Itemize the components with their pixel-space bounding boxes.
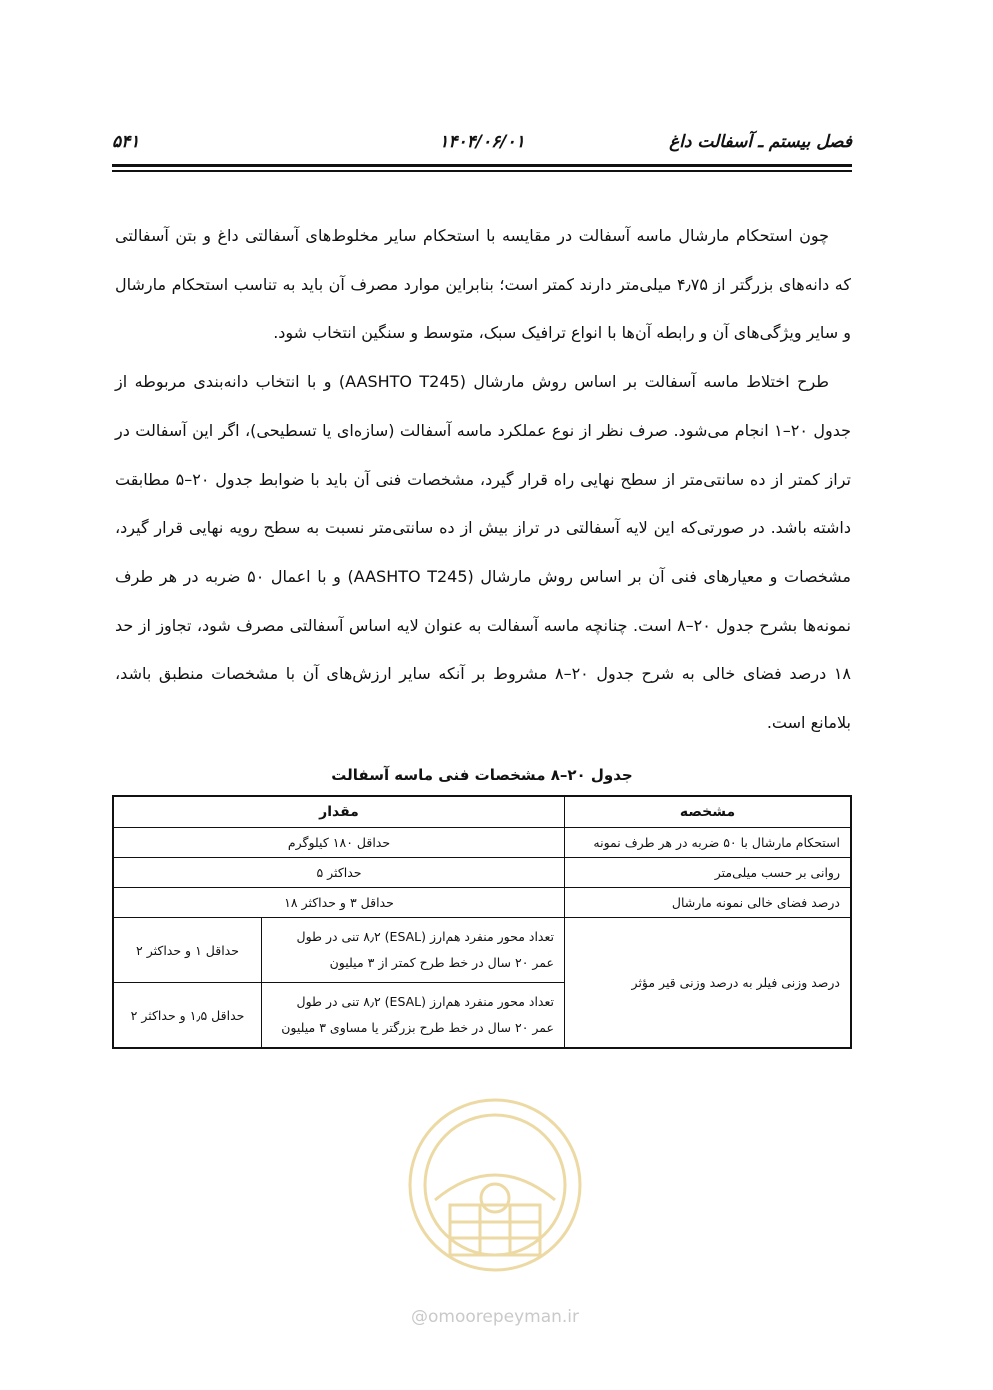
page-header — [112, 128, 852, 158]
gear-logo-icon — [390, 1090, 600, 1280]
cell-property: درصد فضای خالی نمونه مارشال — [565, 888, 852, 918]
cell-value: حداقل ۱ و حداکثر ۲ — [113, 918, 262, 983]
page-number: ۵۴۱ — [112, 132, 140, 152]
table-row — [113, 828, 851, 858]
paragraph: طرح اختلاط ماسه آسفالت بر اساس روش مارشال (AASHTO T245) و با انتخاب دانه‌بندی مربوطه از جدول ۲۰–۱ انجام می‌شود. صرف نظر از نوع عملکرد ماسه آسفالت (سازه‌ای یا تسطیحی)، اگر این آسفالت در تراز کمتر از ده سانتی‌متر از سطح نهایی راه قرار گیرد، مشخصات فنی آن باید با ضوابط جدول ۲۰–۵ مطابقت داشته باشد. در صورتی‌که این لایه آسفالتی در تراز بیش از ده سانتی‌متر نسبت به سطح رویه نهایی قرار گیرد، مشخصات و معیارهای فنی آن بر اساس روش مارشال (AASHTO T245) و با اعمال ۵۰ ضربه در هر طرف نمونه‌ها بشرح جدول ۲۰–۸ است. چنانچه ماسه آسفالت به عنوان لایه اساس آسفالتی مصرف شود، تجاوز از حد ۱۸ درصد فضای خالی به شرح جدول ۲۰–۸ مشروط بر آنکه سایر ارزش‌های آن با مشخصات منطبق باشد، بلامانع است. — [115, 372, 852, 733]
table-header-row — [113, 796, 851, 828]
table-row — [113, 918, 851, 983]
cell-value: حداکثر ۵ — [113, 858, 565, 888]
body-text — [115, 212, 851, 748]
cell-value: حداقل ۱٫۵ و حداکثر ۲ — [113, 983, 262, 1049]
header-property: مشخصه — [565, 796, 852, 828]
cell-value: حداقل ۱۸۰ کیلوگرم — [113, 828, 565, 858]
cell-property: درصد وزنی فیلر به درصد وزنی قیر مؤثر — [565, 918, 852, 1049]
cell-condition: تعداد محور منفرد هم‌ارز (ESAL) ۸٫۲ تنی در طول عمر ۲۰ سال در خط طرح کمتر از ۳ میلیون — [262, 918, 565, 983]
spec-table — [112, 795, 852, 1049]
watermark-url: @omoorepeyman.ir — [410, 1307, 580, 1327]
header-value: مقدار — [113, 796, 565, 828]
table-caption: جدول ۲۰–۸ مشخصات فنی ماسه آسفالت — [331, 766, 633, 784]
cell-value: حداقل ۳ و حداکثر ۱۸ — [113, 888, 565, 918]
header-date: ۱۴۰۴/۰۶/۰۱ — [439, 132, 525, 152]
header-rule-thin — [112, 170, 852, 172]
paragraph: چون استحکام مارشال ماسه آسفالت در مقایسه با استحکام سایر مخلوط‌های آسفالتی داغ و بتن آسفالتی که دانه‌های بزرگتر از ۴٫۷۵ میلی‌متر دارند کمتر است؛ بنابراین موارد مصرف آن باید به تناسب استحکام مارشال و سایر ویژگی‌های آن و رابطه آن‌ها با انواع ترافیک سبک، متوسط و سنگین انتخاب شود. — [115, 226, 851, 343]
watermark-logo — [390, 1090, 600, 1280]
table-row — [113, 858, 851, 888]
header-rule-thick — [112, 164, 852, 167]
table-row — [113, 888, 851, 918]
chapter-title: فصل بیستم ـ آسفالت داغ — [669, 132, 852, 152]
cell-property: استحکام مارشال با ۵۰ ضربه در هر طرف نمونه — [565, 828, 852, 858]
cell-property: روانی بر حسب میلی‌متر — [565, 858, 852, 888]
cell-condition: تعداد محور منفرد هم‌ارز (ESAL) ۸٫۲ تنی در طول عمر ۲۰ سال در خط طرح بزرگتر یا مساوی ۳ میلیون — [262, 983, 565, 1049]
